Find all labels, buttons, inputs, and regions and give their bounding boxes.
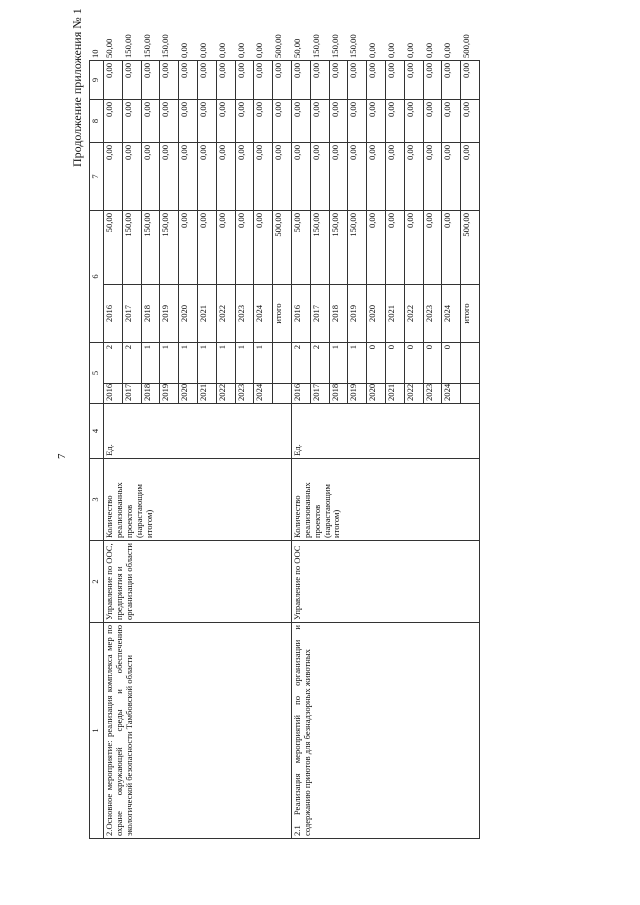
finance-col7: 0,00: [404, 143, 423, 211]
col-number-1: 1: [90, 623, 104, 839]
finance-col8: 0,00: [104, 100, 123, 143]
empty-cell: [461, 343, 480, 384]
indicator-value: 2: [104, 343, 123, 384]
finance-col7: 0,00: [348, 143, 367, 211]
table-row: 2.1 Реализация мероприятий по организации и содержанию приютов для безнадзорных животных Управление по ООС Количество реализованных проектов (нарастающим итогом) Ед. 2016 2 2016 50,00 0,00 0,00 0,00 50,00: [291, 61, 310, 839]
indicator-year: 2017: [122, 384, 141, 404]
finance-col9: 0,00: [367, 61, 386, 100]
indicator-year: 2022: [404, 384, 423, 404]
finance-year: 2020: [367, 285, 386, 343]
finance-col6: 0,00: [235, 211, 254, 285]
table-row: 2018 1 2018 150,00 0,00 0,00 0,00 150,00: [329, 61, 348, 839]
indicator-value: 2: [122, 343, 141, 384]
indicator-value: 1: [160, 343, 179, 384]
indicator-year: 2019: [348, 384, 367, 404]
table-row: 2024 0 2024 0,00 0,00 0,00 0,00 0,00: [442, 61, 461, 839]
finance-col9: 0,00: [329, 61, 348, 100]
finance-col9: 0,00: [291, 61, 310, 100]
table-row: итого 500,00 0,00 0,00 0,00 500,00: [273, 61, 292, 839]
finance-year: 2024: [254, 285, 273, 343]
finance-col7: 0,00: [461, 143, 480, 211]
finance-col7: 0,00: [254, 143, 273, 211]
col-number-9: 9: [90, 61, 104, 100]
table-row: 2022 1 2022 0,00 0,00 0,00 0,00 0,00: [216, 61, 235, 839]
finance-col7: 0,00: [385, 143, 404, 211]
finance-col7: 0,00: [197, 143, 216, 211]
finance-year: 2017: [310, 285, 329, 343]
column-number-row: 1 2 3 4 5 6 7 8 9 10: [90, 61, 104, 839]
finance-year: 2022: [216, 285, 235, 343]
finance-col8: 0,00: [235, 100, 254, 143]
finance-col7: 0,00: [291, 143, 310, 211]
finance-col6: 150,00: [160, 211, 179, 285]
indicator-value: 2: [310, 343, 329, 384]
finance-col9: 0,00: [235, 61, 254, 100]
finance-col8: 0,00: [291, 100, 310, 143]
finance-year: 2021: [197, 285, 216, 343]
indicator-year: 2024: [442, 384, 461, 404]
continuation-label: Продолжение приложения № 1: [70, 8, 84, 167]
finance-col8: 0,00: [461, 100, 480, 143]
finance-col9: 0,00: [442, 61, 461, 100]
finance-col8: 0,00: [348, 100, 367, 143]
finance-col8: 0,00: [254, 100, 273, 143]
indicator-value: 1: [216, 343, 235, 384]
finance-col9: 0,00: [423, 61, 442, 100]
col-number-3: 3: [90, 459, 104, 541]
indicator-year: 2024: [254, 384, 273, 404]
table-body: [104, 34, 480, 839]
finance-col6: 0,00: [385, 211, 404, 285]
finance-col9: 0,00: [310, 61, 329, 100]
finance-year: 2021: [385, 285, 404, 343]
finance-col8: 0,00: [122, 100, 141, 143]
finance-year: 2019: [348, 285, 367, 343]
indicator-year: 2019: [160, 384, 179, 404]
indicator-year: 2021: [197, 384, 216, 404]
finance-year: 2016: [104, 285, 123, 343]
finance-col6: 150,00: [329, 211, 348, 285]
finance-col6: 50,00: [291, 211, 310, 285]
indicator-value: 0: [442, 343, 461, 384]
finance-col8: 0,00: [442, 100, 461, 143]
table-row: 2017 2 2017 150,00 0,00 0,00 0,00 150,00: [310, 61, 329, 839]
finance-col6: 0,00: [216, 211, 235, 285]
finance-year: 2018: [141, 285, 160, 343]
finance-year: 2019: [160, 285, 179, 343]
finance-col8: 0,00: [216, 100, 235, 143]
finance-year: 2020: [179, 285, 198, 343]
executor-name: Управление по ООС: [291, 541, 479, 623]
indicator-value: 2: [291, 343, 310, 384]
unit-cell: Ед.: [291, 404, 479, 459]
finance-col6: 0,00: [404, 211, 423, 285]
col-number-7: 7: [90, 143, 104, 211]
finance-year: 2024: [442, 285, 461, 343]
table-row: итого 500,00 0,00 0,00 0,00 500,00: [461, 61, 480, 839]
table-row: 2024 1 2024 0,00 0,00 0,00 0,00 0,00: [254, 61, 273, 839]
table-row: 2.Основное мероприятие: реализация комплекса мер по охране окружающей среды и обеспечению экологической безопасности Тамбовской области Управление по ООС, предприятия и организации области Количество реализованных проектов (нарастающим итогом) Ед. 2016 2 2016 50,00 0,00 0,00 0,00 50,00: [104, 61, 123, 839]
finance-col6: 500,00: [461, 211, 480, 285]
finance-col9: 0,00: [348, 61, 367, 100]
table-row: 2020 1 2020 0,00 0,00 0,00 0,00 0,00: [179, 61, 198, 839]
indicator-value: 1: [254, 343, 273, 384]
finance-year: 2023: [235, 285, 254, 343]
indicator-year: 2016: [291, 384, 310, 404]
empty-cell: [273, 343, 292, 384]
finance-col8: 0,00: [404, 100, 423, 143]
indicator-name: Количество реализованных проектов (нарастающим итогом): [291, 459, 479, 541]
finance-col9: 0,00: [254, 61, 273, 100]
indicator-year: 2020: [179, 384, 198, 404]
finance-col9: 0,00: [461, 61, 480, 100]
col-number-4: 4: [90, 404, 104, 459]
total-label: итого: [461, 285, 480, 343]
table-row: 2023 1 2023 0,00 0,00 0,00 0,00 0,00: [235, 61, 254, 839]
finance-col9: 0,00: [160, 61, 179, 100]
finance-col7: 0,00: [122, 143, 141, 211]
indicator-value: 1: [235, 343, 254, 384]
indicator-value: 0: [404, 343, 423, 384]
finance-col7: 0,00: [310, 143, 329, 211]
finance-col7: 0,00: [216, 143, 235, 211]
finance-col7: 0,00: [141, 143, 160, 211]
finance-col6: 150,00: [122, 211, 141, 285]
empty-cell: [273, 384, 292, 404]
finance-col9: 0,00: [216, 61, 235, 100]
finance-col7: 0,00: [235, 143, 254, 211]
finance-col9: 0,00: [122, 61, 141, 100]
table-row: 2017 2 2017 150,00 0,00 0,00 0,00 150,00: [122, 61, 141, 839]
indicator-year: 2017: [310, 384, 329, 404]
table-row: 2019 1 2019 150,00 0,00 0,00 0,00 150,00: [348, 61, 367, 839]
col-number-8: 8: [90, 100, 104, 143]
finance-col8: 0,00: [329, 100, 348, 143]
indicator-value: 1: [179, 343, 198, 384]
finance-col8: 0,00: [367, 100, 386, 143]
indicator-year: 2020: [367, 384, 386, 404]
indicator-value: 0: [385, 343, 404, 384]
indicator-value: 1: [141, 343, 160, 384]
finance-col8: 0,00: [179, 100, 198, 143]
finance-col7: 0,00: [160, 143, 179, 211]
finance-col9: 0,00: [141, 61, 160, 100]
finance-col9: 0,00: [385, 61, 404, 100]
finance-col7: 0,00: [423, 143, 442, 211]
finance-year: 2022: [404, 285, 423, 343]
finance-col7: 0,00: [104, 143, 123, 211]
table-row: 2021 0 2021 0,00 0,00 0,00 0,00 0,00: [385, 61, 404, 839]
indicator-value: 0: [423, 343, 442, 384]
finance-col9: 0,00: [104, 61, 123, 100]
table-row: 2023 0 2023 0,00 0,00 0,00 0,00 0,00: [423, 61, 442, 839]
finance-col6: 0,00: [197, 211, 216, 285]
table-row: 2020 0 2020 0,00 0,00 0,00 0,00 0,00: [367, 61, 386, 839]
indicator-year: 2021: [385, 384, 404, 404]
indicator-year: 2023: [235, 384, 254, 404]
finance-col7: 0,00: [179, 143, 198, 211]
finance-col8: 0,00: [310, 100, 329, 143]
finance-col6: 0,00: [179, 211, 198, 285]
finance-col7: 0,00: [442, 143, 461, 211]
finance-col8: 0,00: [197, 100, 216, 143]
finance-year: 2017: [122, 285, 141, 343]
indicator-name: Количество реализованных проектов (нарастающим итогом): [104, 459, 292, 541]
indicator-year: 2018: [329, 384, 348, 404]
indicator-value: 1: [197, 343, 216, 384]
table-row: 2021 1 2021 0,00 0,00 0,00 0,00 0,00: [197, 61, 216, 839]
empty-cell: [461, 384, 480, 404]
indicator-value: 0: [367, 343, 386, 384]
page-number: 7: [56, 453, 68, 459]
finance-col8: 0,00: [273, 100, 292, 143]
finance-col7: 0,00: [367, 143, 386, 211]
finance-col8: 0,00: [141, 100, 160, 143]
finance-col9: 0,00: [273, 61, 292, 100]
finance-year: 2023: [423, 285, 442, 343]
finance-col9: 0,00: [197, 61, 216, 100]
table-row: 2022 0 2022 0,00 0,00 0,00 0,00 0,00: [404, 61, 423, 839]
event-name: 2.Основное мероприятие: реализация комплекса мер по охране окружающей среды и обеспечению экологической безопасности Тамбовской области: [104, 623, 292, 839]
event-name: 2.1 Реализация мероприятий по организации и содержанию приютов для безнадзорных животных: [291, 623, 479, 839]
total-label: итого: [273, 285, 292, 343]
table-row: 2018 1 2018 150,00 0,00 0,00 0,00 150,00: [141, 61, 160, 839]
finance-col9: 0,00: [179, 61, 198, 100]
col-number-5: 5: [90, 343, 104, 404]
col-number-2: 2: [90, 541, 104, 623]
finance-col7: 0,00: [273, 143, 292, 211]
col-number-6: 6: [90, 211, 104, 343]
finance-col6: 150,00: [310, 211, 329, 285]
finance-col6: 500,00: [273, 211, 292, 285]
finance-year: 2018: [329, 285, 348, 343]
finance-col6: 50,00: [104, 211, 123, 285]
finance-col6: 0,00: [254, 211, 273, 285]
indicator-year: 2023: [423, 384, 442, 404]
finance-col7: 0,00: [329, 143, 348, 211]
finance-col6: 0,00: [423, 211, 442, 285]
finance-col6: 0,00: [442, 211, 461, 285]
indicator-value: 1: [348, 343, 367, 384]
finance-col8: 0,00: [423, 100, 442, 143]
finance-col6: 150,00: [348, 211, 367, 285]
indicator-year: 2016: [104, 384, 123, 404]
indicator-year: 2018: [141, 384, 160, 404]
finance-col8: 0,00: [160, 100, 179, 143]
executor-name: Управление по ООС, предприятия и организации области: [104, 541, 292, 623]
finance-col9: 0,00: [404, 61, 423, 100]
indicator-year: 2022: [216, 384, 235, 404]
program-table: [89, 34, 480, 839]
finance-col6: 150,00: [141, 211, 160, 285]
finance-year: 2016: [291, 285, 310, 343]
finance-col8: 0,00: [385, 100, 404, 143]
indicator-value: 1: [329, 343, 348, 384]
finance-col6: 0,00: [367, 211, 386, 285]
unit-cell: Ед.: [104, 404, 292, 459]
table-row: 2019 1 2019 150,00 0,00 0,00 0,00 150,00: [160, 61, 179, 839]
